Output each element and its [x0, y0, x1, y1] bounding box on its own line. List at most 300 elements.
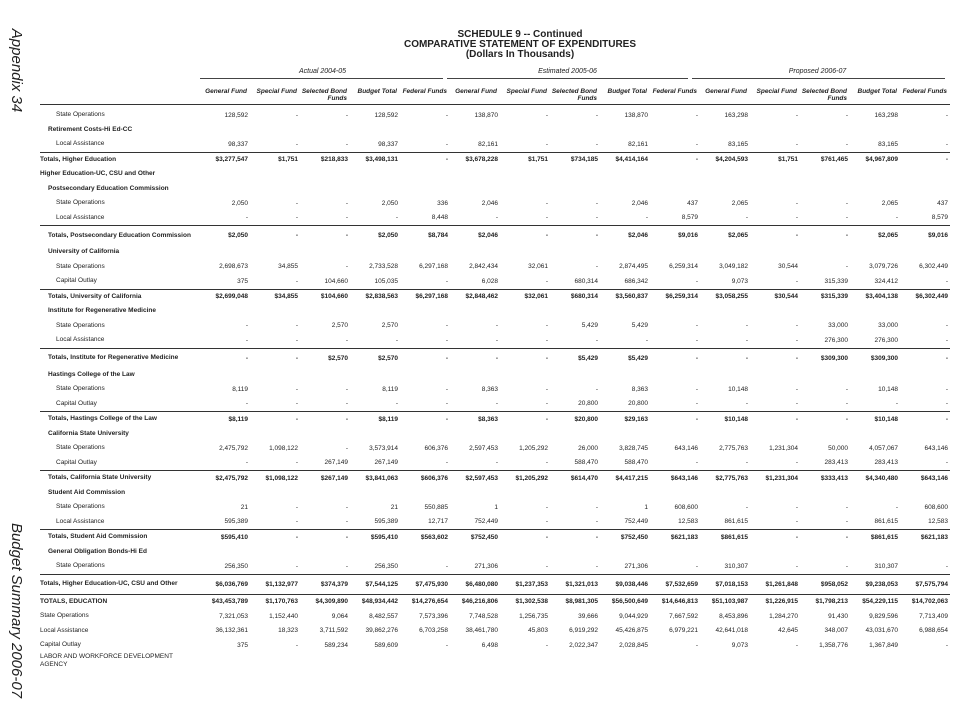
- value-cell: [900, 486, 950, 501]
- value-cell: 3,711,592: [319, 627, 348, 635]
- value-cell: 315,339: [824, 277, 848, 285]
- value-cell: [300, 304, 350, 319]
- value-cell: -: [745, 214, 748, 222]
- value-cell: [900, 245, 950, 260]
- value-cell: [700, 167, 750, 182]
- value-cell: -: [395, 400, 398, 408]
- value-cell: -: [745, 459, 748, 467]
- value-cell: -: [245, 322, 248, 330]
- value-cell: -: [750, 412, 800, 427]
- value-cell: -: [545, 336, 548, 344]
- value-cell: -: [645, 214, 648, 222]
- value-cell: 82,161: [628, 140, 648, 148]
- value-cell: $3,404,138: [850, 289, 900, 304]
- value-cell: [400, 545, 450, 560]
- value-cell: 6,028: [481, 277, 498, 285]
- value-cell: [400, 368, 450, 383]
- value-cell: -: [295, 214, 298, 222]
- value-cell: 1,205,292: [519, 444, 548, 452]
- value-cell: [650, 304, 700, 319]
- value-cell: -: [295, 140, 298, 148]
- value-cell: -: [295, 385, 298, 393]
- value-cell: [350, 653, 400, 669]
- value-cell: -: [595, 111, 598, 119]
- value-cell: [550, 182, 600, 197]
- value-cell: -: [345, 214, 348, 222]
- table-row: [40, 609, 950, 624]
- value-cell: 1,152,440: [269, 612, 298, 620]
- value-cell: [350, 545, 400, 560]
- row-label: Totals, Student Aid Commission: [40, 530, 200, 545]
- row-label: Postsecondary Education Commission: [48, 184, 169, 192]
- value-cell: -: [945, 562, 948, 570]
- value-cell: [800, 486, 850, 501]
- value-cell: 2,597,453: [469, 444, 498, 452]
- value-cell: 21: [390, 503, 398, 511]
- value-cell: 589,609: [374, 641, 398, 649]
- value-cell: $606,376: [400, 471, 450, 486]
- value-cell: 30,544: [778, 263, 798, 271]
- value-cell: $5,429: [550, 348, 600, 368]
- value-cell: [550, 545, 600, 560]
- value-cell: -: [295, 322, 298, 330]
- value-cell: [850, 304, 900, 319]
- column-header: Federal Funds: [402, 88, 447, 95]
- table-row: [40, 441, 950, 456]
- value-cell: -: [695, 385, 698, 393]
- value-cell: 1: [644, 503, 648, 511]
- value-cell: 39,666: [578, 612, 598, 620]
- value-cell: 82,161: [478, 140, 498, 148]
- value-cell: $958,052: [800, 574, 850, 594]
- value-cell: -: [245, 336, 248, 344]
- header-rule: [40, 104, 950, 105]
- value-cell: -: [445, 385, 448, 393]
- value-cell: $4,204,593: [700, 152, 750, 167]
- value-cell: 375: [237, 641, 248, 649]
- value-cell: -: [550, 530, 600, 545]
- column-header: Budget Total: [357, 88, 397, 95]
- budget-summary-label: [2, 505, 32, 715]
- value-cell: -: [945, 111, 948, 119]
- value-cell: 643,146: [924, 444, 948, 452]
- value-cell: [800, 427, 850, 442]
- value-cell: [500, 167, 550, 182]
- value-cell: -: [300, 530, 350, 545]
- value-cell: -: [945, 277, 948, 285]
- value-cell: [400, 304, 450, 319]
- value-cell: [750, 167, 800, 182]
- value-cell: $7,475,930: [400, 574, 450, 594]
- schedule-title: SCHEDULE 9 -- Continued: [457, 29, 583, 40]
- value-cell: -: [795, 400, 798, 408]
- value-cell: [250, 368, 300, 383]
- value-cell: [200, 545, 250, 560]
- value-cell: 83,165: [728, 140, 748, 148]
- table-row: [40, 196, 950, 211]
- value-cell: -: [795, 277, 798, 285]
- value-cell: -: [495, 400, 498, 408]
- value-cell: 98,337: [378, 140, 398, 148]
- value-cell: $2,570: [350, 348, 400, 368]
- total-row: [40, 530, 950, 545]
- value-cell: -: [250, 412, 300, 427]
- value-cell: [850, 167, 900, 182]
- value-cell: 3,573,914: [369, 444, 398, 452]
- value-cell: -: [695, 562, 698, 570]
- value-cell: 138,870: [474, 111, 498, 119]
- value-cell: $614,470: [550, 471, 600, 486]
- value-cell: [250, 427, 300, 442]
- value-cell: [650, 123, 700, 138]
- value-cell: 2,475,792: [219, 444, 248, 452]
- value-cell: -: [945, 322, 948, 330]
- value-cell: 2,570: [381, 322, 398, 330]
- column-header: General Fund: [205, 88, 247, 95]
- column-header: Federal Funds: [652, 88, 697, 95]
- value-cell: [450, 486, 500, 501]
- value-cell: -: [800, 530, 850, 545]
- value-cell: 283,413: [824, 459, 848, 467]
- value-cell: [700, 427, 750, 442]
- value-cell: 336: [437, 199, 448, 207]
- value-cell: [550, 123, 600, 138]
- value-cell: -: [250, 226, 300, 246]
- value-cell: $1,751: [500, 152, 550, 167]
- value-cell: [750, 123, 800, 138]
- value-cell: 437: [687, 199, 698, 207]
- value-cell: $2,046: [600, 226, 650, 246]
- schedule-header: [300, 30, 740, 60]
- value-cell: -: [245, 214, 248, 222]
- value-cell: 39,862,276: [365, 627, 398, 635]
- value-cell: 861,615: [874, 518, 898, 526]
- value-cell: -: [545, 459, 548, 467]
- total-row: [40, 289, 950, 304]
- value-cell: 6,498: [481, 641, 498, 649]
- value-cell: [200, 245, 250, 260]
- value-cell: -: [695, 400, 698, 408]
- value-cell: $8,363: [450, 412, 500, 427]
- value-cell: [900, 427, 950, 442]
- value-cell: $861,615: [700, 530, 750, 545]
- value-cell: [200, 123, 250, 138]
- value-cell: -: [945, 641, 948, 649]
- value-cell: $621,183: [650, 530, 700, 545]
- value-cell: 83,165: [878, 140, 898, 148]
- value-cell: -: [245, 400, 248, 408]
- value-cell: -: [495, 336, 498, 344]
- value-cell: 163,298: [874, 111, 898, 119]
- value-cell: 5,429: [581, 322, 598, 330]
- value-cell: 1,358,776: [819, 641, 848, 649]
- column-header: General Fund: [455, 88, 497, 95]
- value-cell: [600, 123, 650, 138]
- value-cell: -: [295, 336, 298, 344]
- value-cell: [300, 368, 350, 383]
- value-cell: -: [545, 518, 548, 526]
- value-cell: -: [800, 412, 850, 427]
- value-cell: 8,579: [681, 214, 698, 222]
- value-cell: -: [900, 348, 950, 368]
- value-cell: -: [795, 322, 798, 330]
- group-proposed: Proposed 2006-07: [788, 68, 847, 75]
- value-cell: 2,050: [231, 199, 248, 207]
- value-cell: -: [745, 503, 748, 511]
- value-cell: 752,449: [624, 518, 648, 526]
- value-cell: $8,981,305: [550, 594, 600, 609]
- value-cell: [800, 245, 850, 260]
- value-cell: -: [745, 322, 748, 330]
- value-cell: 2,065: [881, 199, 898, 207]
- value-cell: -: [345, 562, 348, 570]
- value-cell: 26,000: [578, 444, 598, 452]
- value-cell: [500, 123, 550, 138]
- value-cell: [250, 245, 300, 260]
- value-cell: 2,698,673: [219, 263, 248, 271]
- value-cell: -: [795, 111, 798, 119]
- value-cell: 752,449: [474, 518, 498, 526]
- value-cell: -: [345, 385, 348, 393]
- value-cell: [300, 427, 350, 442]
- value-cell: [550, 427, 600, 442]
- value-cell: -: [595, 503, 598, 511]
- value-cell: 10,148: [878, 385, 898, 393]
- value-cell: -: [445, 400, 448, 408]
- value-cell: $680,314: [550, 289, 600, 304]
- row-label: Higher Education-UC, CSU and Other: [40, 170, 156, 178]
- value-cell: 1,256,735: [519, 612, 548, 620]
- value-cell: [650, 167, 700, 182]
- value-cell: $2,046: [450, 226, 500, 246]
- value-cell: [500, 182, 550, 197]
- value-cell: $3,678,228: [450, 152, 500, 167]
- value-cell: -: [695, 111, 698, 119]
- value-cell: $2,775,763: [700, 471, 750, 486]
- value-cell: -: [945, 140, 948, 148]
- column-header: Selected Bond Funds: [551, 88, 597, 102]
- value-cell: $2,838,563: [350, 289, 400, 304]
- value-cell: $861,615: [850, 530, 900, 545]
- column-header: Federal Funds: [902, 88, 947, 95]
- value-cell: 588,470: [574, 459, 598, 467]
- value-cell: $7,018,153: [700, 574, 750, 594]
- value-cell: 7,667,592: [669, 612, 698, 620]
- value-cell: [500, 486, 550, 501]
- row-label: Totals, Hastings College of the Law: [40, 412, 200, 427]
- value-cell: -: [345, 518, 348, 526]
- value-cell: -: [595, 199, 598, 207]
- value-cell: 2,050: [381, 199, 398, 207]
- value-cell: -: [795, 336, 798, 344]
- row-label: State Operations: [40, 612, 89, 620]
- value-cell: 2,065: [731, 199, 748, 207]
- value-cell: [800, 653, 850, 669]
- value-cell: [300, 653, 350, 669]
- group-actual: Actual 2004-05: [298, 68, 347, 75]
- value-cell: [550, 368, 600, 383]
- value-cell: 8,119: [382, 385, 398, 393]
- row-label: LABOR AND WORKFORCE DEVELOPMENT AGENCY: [40, 652, 173, 668]
- value-cell: 2,022,347: [569, 641, 598, 649]
- value-cell: -: [945, 385, 948, 393]
- value-cell: -: [300, 412, 350, 427]
- value-cell: $4,414,164: [600, 152, 650, 167]
- value-cell: 348,007: [824, 627, 848, 635]
- value-cell: -: [895, 503, 898, 511]
- value-cell: 33,000: [828, 322, 848, 330]
- value-cell: 2,046: [631, 199, 648, 207]
- table-row: [40, 211, 950, 226]
- value-cell: -: [845, 111, 848, 119]
- row-label: State Operations: [56, 199, 105, 207]
- table-row: [40, 319, 950, 334]
- value-cell: -: [595, 385, 598, 393]
- value-cell: [900, 123, 950, 138]
- value-cell: 7,573,396: [419, 612, 448, 620]
- value-cell: -: [345, 400, 348, 408]
- value-cell: $761,465: [800, 152, 850, 167]
- value-cell: -: [845, 263, 848, 271]
- value-cell: [200, 653, 250, 669]
- value-cell: $14,276,654: [400, 594, 450, 609]
- value-cell: 1,098,122: [269, 444, 298, 452]
- value-cell: 18,323: [278, 627, 298, 635]
- value-cell: $10,148: [850, 412, 900, 427]
- value-cell: 9,064: [331, 612, 348, 620]
- statement-title: COMPARATIVE STATEMENT OF EXPENDITURES: [403, 39, 637, 50]
- row-label: State Operations: [56, 385, 105, 393]
- value-cell: [700, 653, 750, 669]
- group-rule-actual: [200, 78, 443, 79]
- value-cell: -: [795, 503, 798, 511]
- value-cell: [850, 368, 900, 383]
- value-cell: $2,570: [300, 348, 350, 368]
- value-cell: 2,028,845: [619, 641, 648, 649]
- value-cell: -: [945, 400, 948, 408]
- value-cell: -: [295, 111, 298, 119]
- value-cell: [500, 545, 550, 560]
- value-cell: -: [545, 400, 548, 408]
- value-cell: [400, 486, 450, 501]
- value-cell: [900, 545, 950, 560]
- value-cell: -: [695, 459, 698, 467]
- column-header: Selected Bond Funds: [301, 88, 347, 102]
- value-cell: 8,453,896: [719, 612, 748, 620]
- value-cell: 271,306: [474, 562, 498, 570]
- table-row: [40, 515, 950, 530]
- value-cell: -: [845, 503, 848, 511]
- value-cell: [850, 123, 900, 138]
- units-note: (Dollars In Thousands): [465, 49, 575, 60]
- value-cell: [850, 245, 900, 260]
- total-row: [40, 574, 950, 594]
- table-row: [40, 653, 950, 669]
- value-cell: [800, 123, 850, 138]
- value-cell: $3,498,131: [350, 152, 400, 167]
- value-cell: -: [295, 459, 298, 467]
- value-cell: 283,413: [874, 459, 898, 467]
- value-cell: -: [845, 140, 848, 148]
- value-cell: $6,480,080: [450, 574, 500, 594]
- value-cell: -: [650, 412, 700, 427]
- value-cell: 9,829,596: [869, 612, 898, 620]
- value-cell: -: [500, 530, 550, 545]
- value-cell: 45,803: [528, 627, 548, 635]
- value-cell: [200, 368, 250, 383]
- value-cell: [750, 304, 800, 319]
- value-cell: -: [845, 562, 848, 570]
- row-label: Local Assistance: [56, 336, 105, 344]
- value-cell: $2,848,462: [450, 289, 500, 304]
- value-cell: -: [400, 412, 450, 427]
- value-cell: 276,300: [874, 336, 898, 344]
- value-cell: -: [695, 277, 698, 285]
- row-label: Institute for Regenerative Medicine: [48, 307, 156, 315]
- value-cell: [350, 304, 400, 319]
- value-cell: 588,470: [624, 459, 648, 467]
- total-row: [40, 226, 950, 246]
- value-cell: -: [500, 226, 550, 246]
- value-cell: $4,967,809: [850, 152, 900, 167]
- value-cell: -: [650, 152, 700, 167]
- value-cell: -: [445, 140, 448, 148]
- value-cell: [200, 182, 250, 197]
- value-cell: 267,149: [374, 459, 398, 467]
- value-cell: 20,800: [578, 400, 598, 408]
- value-cell: -: [595, 214, 598, 222]
- column-header: Special Fund: [756, 88, 797, 95]
- value-cell: -: [845, 385, 848, 393]
- value-cell: 6,259,314: [669, 263, 698, 271]
- value-cell: [450, 123, 500, 138]
- value-cell: 324,412: [874, 277, 898, 285]
- value-cell: [300, 182, 350, 197]
- value-cell: -: [345, 444, 348, 452]
- value-cell: 310,307: [874, 562, 898, 570]
- value-cell: -: [545, 111, 548, 119]
- value-cell: 12,583: [678, 518, 698, 526]
- row-label: Retirement Costs-Hi Ed-CC: [48, 125, 133, 133]
- value-cell: -: [400, 152, 450, 167]
- value-cell: $315,339: [800, 289, 850, 304]
- value-cell: [350, 368, 400, 383]
- value-cell: -: [395, 214, 398, 222]
- value-cell: $2,475,792: [200, 471, 250, 486]
- value-cell: $1,798,213: [800, 594, 850, 609]
- value-cell: $374,379: [300, 574, 350, 594]
- value-cell: $34,855: [250, 289, 300, 304]
- value-cell: 310,307: [724, 562, 748, 570]
- value-cell: [400, 427, 450, 442]
- value-cell: -: [345, 140, 348, 148]
- value-cell: 34,855: [278, 263, 298, 271]
- value-cell: -: [445, 459, 448, 467]
- value-cell: -: [795, 214, 798, 222]
- value-cell: [550, 167, 600, 182]
- value-cell: -: [545, 385, 548, 393]
- value-cell: [300, 123, 350, 138]
- budget-summary-text: Budget Summary 2006-07: [8, 522, 26, 698]
- value-cell: [300, 167, 350, 182]
- value-cell: 267,149: [324, 459, 348, 467]
- value-cell: $46,216,806: [450, 594, 500, 609]
- value-cell: 643,146: [674, 444, 698, 452]
- value-cell: -: [845, 199, 848, 207]
- value-cell: $563,602: [400, 530, 450, 545]
- value-cell: $4,309,890: [300, 594, 350, 609]
- value-cell: 1,367,849: [869, 641, 898, 649]
